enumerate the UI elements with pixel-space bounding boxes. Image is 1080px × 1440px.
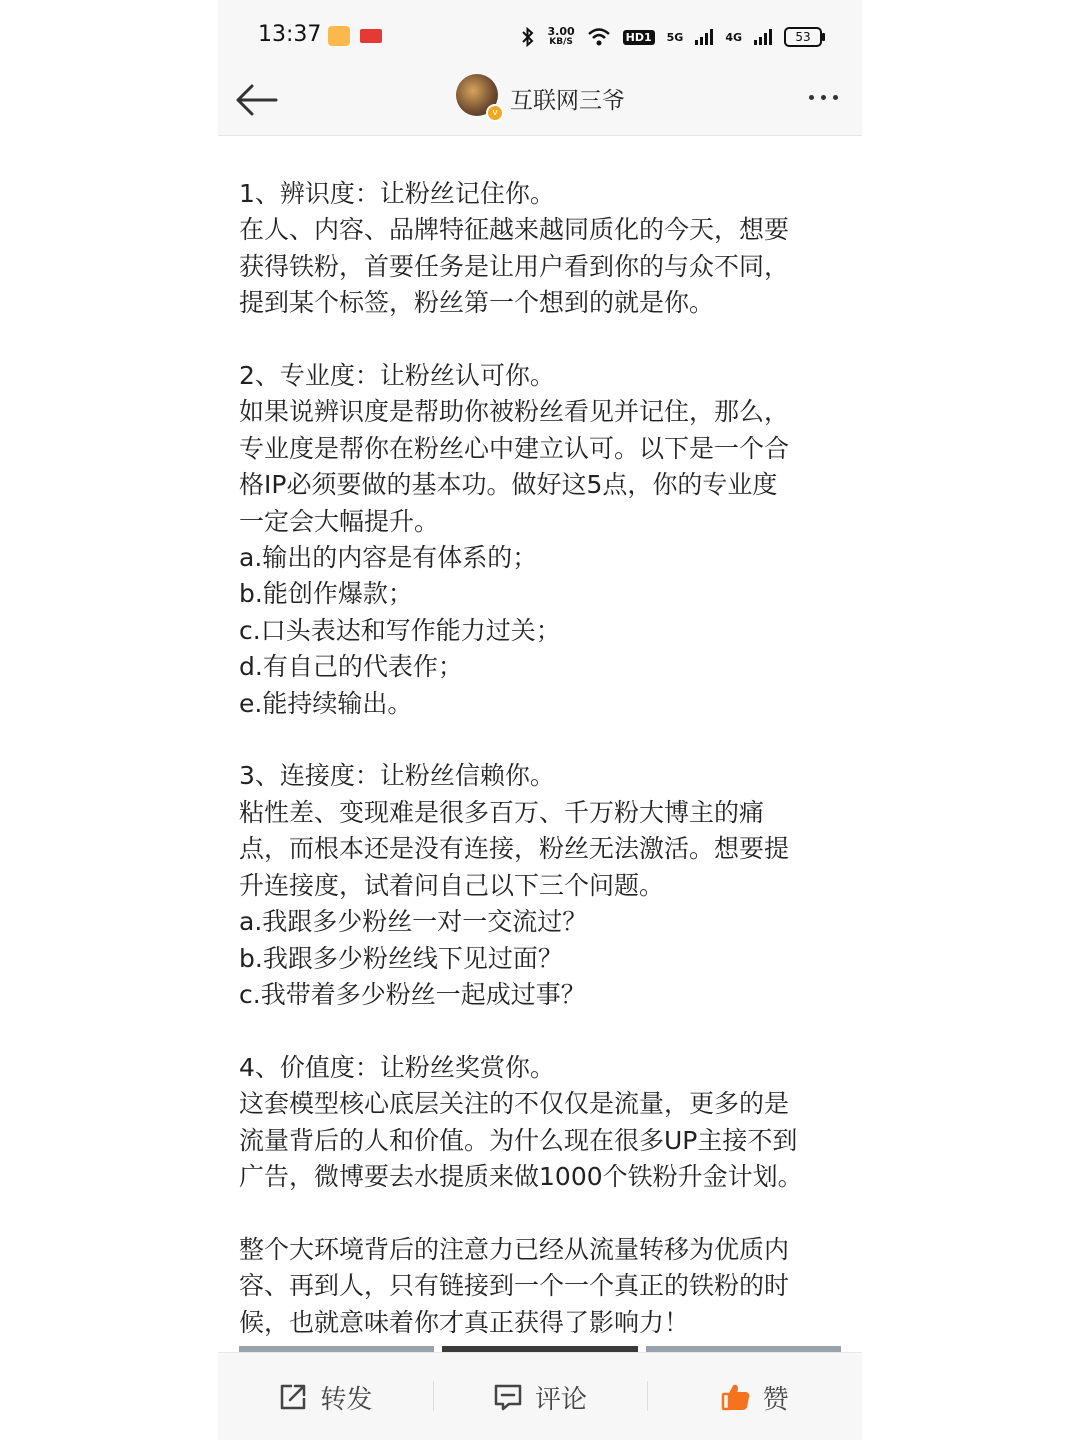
post-header <box>218 72 862 136</box>
post-text-line: 2、专业度：让粉丝认可你。 <box>239 361 555 391</box>
post-text-line: 4、价值度：让粉丝奖赏你。 <box>239 1052 555 1082</box>
signal-icon <box>754 29 772 45</box>
post-text-line: 获得铁粉，首要任务是让用户看到你的与众不同， <box>239 251 790 281</box>
status-time: 13:37 <box>258 22 322 47</box>
post-text-line: e.能持续输出。 <box>239 688 413 718</box>
thumbs-up-icon <box>721 1382 751 1412</box>
status-bar <box>218 0 862 72</box>
post-text-line: 3、连接度：让粉丝信赖你。 <box>239 761 555 791</box>
like-label: 赞 <box>762 1384 789 1415</box>
post-text-line: 候，也就意味着你才真正获得了影响力！ <box>239 1307 690 1337</box>
post-text-line: 如果说辨识度是帮助你被粉丝看见并记住，那么， <box>239 397 790 427</box>
post-body <box>239 176 839 1341</box>
back-button[interactable] <box>232 76 282 126</box>
comment-label: 评论 <box>535 1384 588 1415</box>
paragraph-gap <box>239 322 839 358</box>
paragraph-gap <box>239 1013 839 1049</box>
comment-button[interactable] <box>433 1353 648 1440</box>
phone-screen <box>218 0 862 1440</box>
post-text-line: d.有自己的代表作； <box>239 652 463 682</box>
network-speed-value: 3.00 <box>547 25 575 38</box>
comment-icon <box>493 1382 523 1412</box>
paragraph-gap <box>239 1195 839 1231</box>
post-text-line: 专业度是帮你在粉丝心中建立认可。以下是一个合 <box>239 433 790 463</box>
more-dot-icon <box>809 95 814 100</box>
post-text-line: 提到某个标签，粉丝第一个想到的就是你。 <box>239 288 715 318</box>
battery-indicator: 53 <box>784 27 822 47</box>
hd-voice-badge: HD1 <box>623 30 655 45</box>
wifi-icon <box>587 27 611 47</box>
post-text-line: 1、辨识度：让粉丝记住你。 <box>239 179 555 208</box>
network-speed <box>547 26 574 48</box>
weibo-notification-icon <box>328 26 350 46</box>
bluetooth-icon <box>521 27 535 47</box>
post-text-line: 在人、内容、品牌特征越来越同质化的今天，想要 <box>239 215 790 245</box>
post-text-line: 这套模型核心底层关注的不仅仅是流量，更多的是 <box>239 1089 790 1119</box>
post-text-line: b.我跟多少粉丝线下见过面？ <box>239 943 563 973</box>
network-type-5g: 5G <box>666 30 684 44</box>
post-text-line: 点，而根本还是没有连接，粉丝无法激活。想要提 <box>239 834 790 864</box>
paragraph-gap <box>239 722 839 758</box>
post-text-line: 一定会大幅提升。 <box>239 506 440 536</box>
post-text-line: 容、再到人，只有链接到一个一个真正的铁粉的时 <box>239 1271 790 1301</box>
arrow-left-icon <box>232 76 282 126</box>
network-type-4g: 4G <box>725 30 742 44</box>
post-text-line: 流量背后的人和价值。为什么现在很多UP主接不到 <box>239 1125 798 1155</box>
signal-icon <box>695 29 713 45</box>
toutiao-notification-icon <box>360 29 382 43</box>
share-icon <box>278 1382 308 1412</box>
post-text-line: c.口头表达和写作能力过关； <box>239 615 561 645</box>
verified-badge-icon: v <box>486 104 504 122</box>
username[interactable]: 互联网三爷 <box>510 88 625 114</box>
post-text-line: c.我带着多少粉丝一起成过事？ <box>239 979 586 1009</box>
post-text-line: 升连接度，试着问自己以下三个问题。 <box>239 870 665 900</box>
post-text-line: 粘性差、变现难是很多百万、千万粉大博主的痛 <box>239 797 765 827</box>
post-text-line: a.我跟多少粉丝一对一交流过？ <box>239 907 588 937</box>
post-text-line: b.能创作爆款； <box>239 579 413 609</box>
post-text-line: 广告，微博要去水提质来做1000个铁粉升金计划。 <box>239 1161 803 1191</box>
like-button[interactable] <box>647 1353 862 1440</box>
repost-button[interactable] <box>218 1353 433 1440</box>
action-bar <box>218 1352 862 1440</box>
more-dot-icon <box>821 95 826 100</box>
more-options-button[interactable] <box>798 84 848 110</box>
post-text-line: 整个大环境背后的注意力已经从流量转移为优质内 <box>239 1234 790 1264</box>
status-indicators <box>521 24 822 50</box>
network-speed-unit: KB/S <box>549 37 573 47</box>
post-text-line: 格IP必须要做的基本功。做好这5点，你的专业度 <box>239 470 778 500</box>
repost-label: 转发 <box>320 1384 373 1415</box>
more-dot-icon <box>833 95 838 100</box>
post-text-line: a.输出的内容是有体系的； <box>239 543 538 573</box>
